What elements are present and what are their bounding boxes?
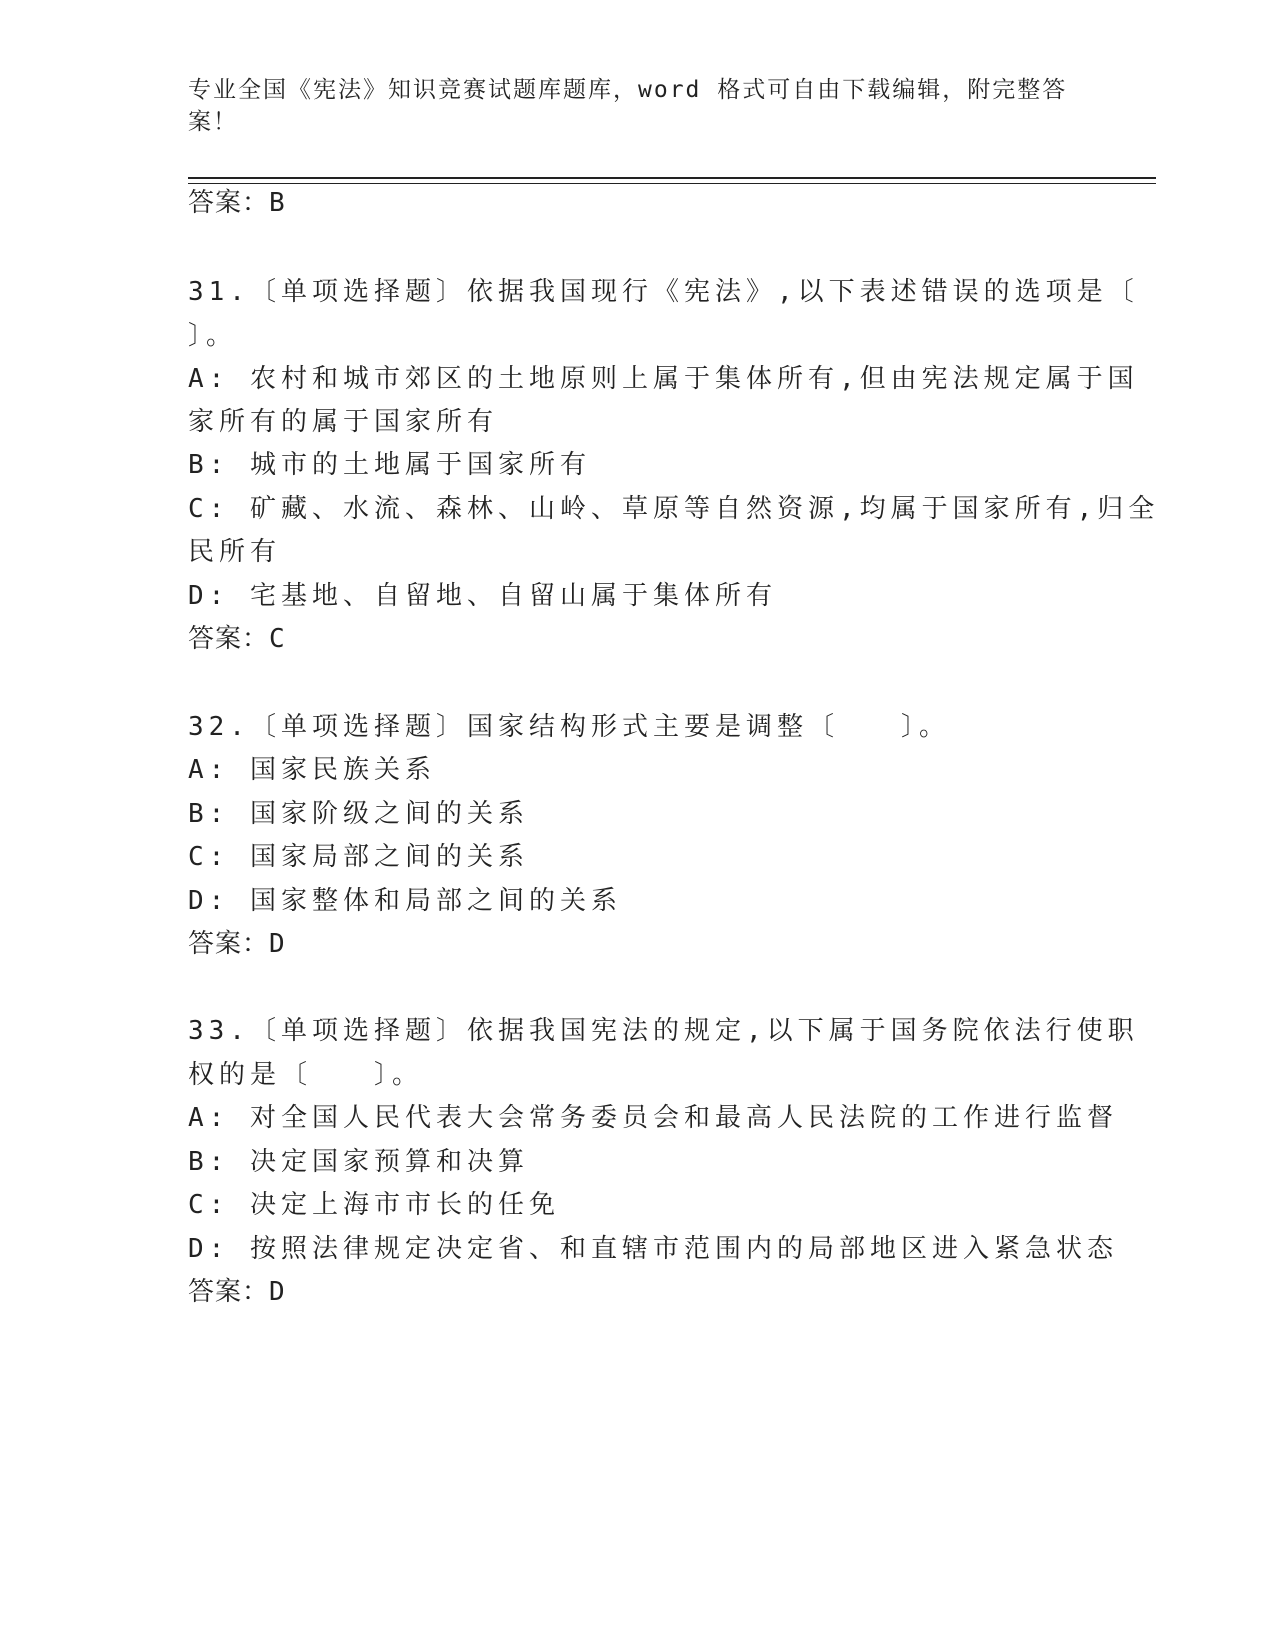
answer-value: D: [269, 1277, 286, 1307]
question-32-option-d: D: 国家整体和局部之间的关系: [188, 886, 622, 916]
question-32-option-c: C: 国家局部之间的关系: [188, 842, 529, 872]
question-33-stem-line-2: 权的是〔 〕。: [188, 1060, 424, 1090]
question-33-option-a: A: 对全国人民代表大会常务委员会和最高人民法院的工作进行监督: [188, 1103, 1118, 1133]
question-33-option-d: D: 按照法律规定决定省、和直辖市范围内的局部地区进入紧急状态: [188, 1234, 1118, 1264]
answer-label: 答案：: [188, 188, 270, 218]
question-31-answer: [188, 621, 286, 657]
prev-answer: [188, 185, 286, 221]
question-31-option-d: D: 宅基地、自留地、自留山属于集体所有: [188, 581, 777, 611]
answer-value: B: [269, 188, 286, 218]
answer-value: D: [269, 929, 286, 959]
question-33-stem-line-1: 33.〔单项选择题〕依据我国宪法的规定,以下属于国务院依法行使职: [188, 1016, 1139, 1046]
header-divider-thin: [188, 183, 1156, 184]
question-32-option-b: B: 国家阶级之间的关系: [188, 799, 529, 829]
answer-label: 答案：: [188, 624, 270, 654]
question-33-option-c: C: 决定上海市市长的任免: [188, 1190, 560, 1220]
answer-label: 答案：: [188, 929, 270, 959]
question-33-answer: [188, 1274, 286, 1310]
answer-label: 答案：: [188, 1277, 270, 1307]
question-33-option-b: B: 决定国家预算和决算: [188, 1147, 529, 1177]
question-31-stem-line-1: 31.〔单项选择题〕依据我国现行《宪法》,以下表述错误的选项是〔: [188, 277, 1139, 307]
question-32-answer: [188, 926, 286, 962]
question-31-option-b: B: 城市的土地属于国家所有: [188, 450, 591, 480]
header-divider-thick: [188, 177, 1156, 179]
question-31-option-c: C: 矿藏、水流、森林、山岭、草原等自然资源,均属于国家所有,归全: [188, 494, 1160, 524]
question-31-option-a: A: 农村和城市郊区的土地原则上属于集体所有,但由宪法规定属于国: [188, 364, 1139, 394]
question-31-stem-line-2: 〕。: [188, 321, 238, 351]
document-header: 专业全国《宪法》知识竞赛试题库题库，word 格式可自由下载编辑，附完整答案！: [188, 77, 1068, 135]
question-32-option-a: A: 国家民族关系: [188, 755, 436, 785]
answer-value: C: [269, 624, 286, 654]
question-31-option-c-cont: 民所有: [188, 537, 282, 567]
question-31-option-a-cont: 家所有的属于国家所有: [188, 407, 499, 437]
question-32-stem: 32.〔单项选择题〕国家结构形式主要是调整〔 〕。: [188, 712, 950, 742]
